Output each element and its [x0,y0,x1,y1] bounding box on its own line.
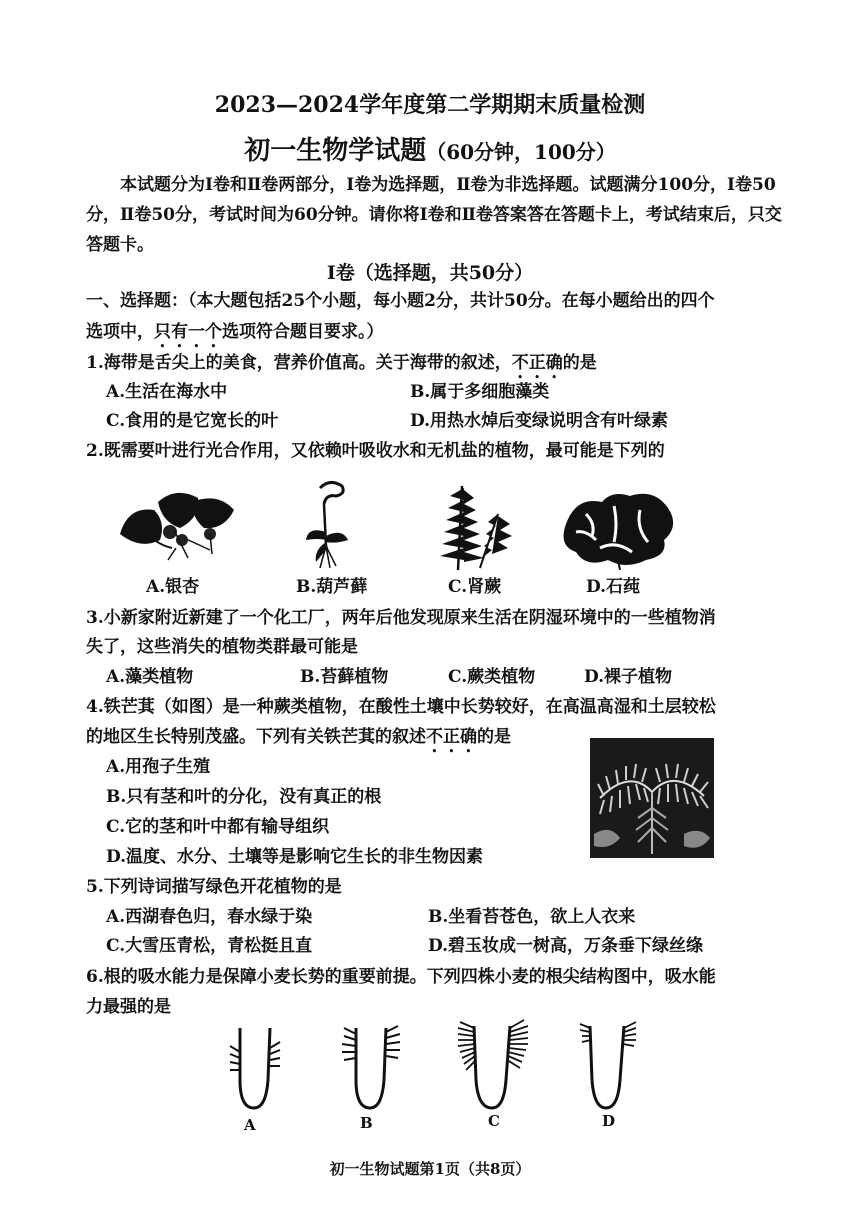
section-heading: Ⅰ卷（选择题，共50分） [326,262,534,284]
question-3-line1: 3.小新家附近新建了一个化工厂，两年后他发现原来生活在阴湿环境中的一些植物消 [86,608,716,628]
question-5-stem: 5.下列诗词描写绿色开花植物的是 [86,877,342,897]
question-6-line1: 6.根的吸水能力是保障小麦长势的重要前提。下列四株小麦的根尖结构图中，吸水能 [86,967,716,987]
root-tip-icon [338,1022,408,1112]
question-5-option-b: B.坐看苔苍色，欲上人衣来 [428,907,636,927]
question-3-line2: 失了，这些消失的植物类群最可能是 [86,637,358,657]
question-2-stem: 2.既需要叶进行光合作用，又依赖叶吸收水和无机盐的植物，最可能是下列的 [86,441,665,461]
root-label-c: C [488,1112,500,1130]
question-6-line2: 力最强的是 [86,997,171,1017]
root-tip-icon [456,1018,532,1112]
subject-title: 初一生物学试题 [244,136,427,166]
emphasis-text: 只有一个 [154,322,222,342]
question-2-option-b: B.葫芦藓 [296,577,368,597]
exam-subtitle [0,130,860,167]
root-label-a: A [244,1116,256,1134]
question-1-option-a: A.生活在海水中 [106,382,228,402]
question-3-option-a: A.藻类植物 [106,667,194,687]
question-5-option-a: A.西湖春色归，春水绿于染 [106,907,313,927]
root-tip-icon [226,1022,288,1112]
sea-lettuce-icon [556,484,680,570]
root-label-b: B [360,1114,373,1132]
exam-title: 2023—2024学年度第二学期期末质量检测 [214,92,646,118]
question-3-option-c: C.蕨类植物 [448,667,536,687]
question-3-option-d: D.裸子植物 [584,667,673,687]
question-5-option-c: C.大雪压青松，青松挺且直 [106,936,313,956]
subject-duration-score: （60分钟，100分） [426,140,616,164]
fern-icon [428,478,516,572]
moss-icon [296,480,356,570]
question-4-line1: 4.铁芒萁（如图）是一种蕨类植物，在酸性土壤中长势较好，在高温高湿和土层较松 [86,697,716,717]
ginkgo-icon [114,488,238,566]
question-2-option-c: C.肾蕨 [448,577,502,597]
emphasis-text: 不正确 [511,353,563,373]
question-1-stem: 1.海带是舌尖上的美食，营养价值高。关于海带的叙述，不正确的是 [86,353,597,373]
instructions-paragraph: 本试题分为Ⅰ卷和Ⅱ卷两部分，Ⅰ卷为选择题，Ⅱ卷为非选择题。试题满分100分，Ⅰ卷50分，Ⅱ卷50分，考试时间为60分钟。请你将Ⅰ卷和Ⅱ卷答案答在答题卡上，考试结束后，只交答题卡。 [86,175,782,255]
question-5-option-d: D.碧玉妆成一树高，万条垂下绿丝绦 [428,936,704,956]
question-4-line2: 的地区生长特别茂盛。下列有关铁芒萁的叙述不正确的是 [86,727,511,747]
question-4-option-b: B.只有茎和叶的分化，没有真正的根 [106,787,382,807]
question-2-option-d: D.石莼 [586,577,641,597]
emphasis-text: 不正确 [426,727,477,747]
question-2-option-a: A.银杏 [146,577,200,597]
question-1-option-c: C.食用的是它宽长的叶 [106,411,279,431]
root-label-d: D [602,1112,616,1130]
question-4-option-d: D.温度、水分、土壤等是影响它生长的非生物因素 [106,847,484,867]
question-1-option-d: D.用热水焯后变绿说明含有叶绿素 [410,411,669,431]
question-3-option-b: B.苔藓植物 [300,667,389,687]
dicranopteris-photo [590,738,714,858]
question-1-option-b: B.属于多细胞藻类 [410,382,550,402]
root-tip-icon [576,1018,640,1112]
question-4-option-a: A.用孢子生殖 [106,757,211,777]
section-intro-line1: 一、选择题：（本大题包括25个小题，每小题2分，共计50分。在每小题给出的四个 [86,291,715,311]
page-footer: 初一生物试题第1页（共8页） [329,1160,531,1178]
section-intro-line2: 选项中，只有一个选项符合题目要求。） [86,322,384,342]
question-4-option-c: C.它的茎和叶中都有输导组织 [106,817,330,837]
